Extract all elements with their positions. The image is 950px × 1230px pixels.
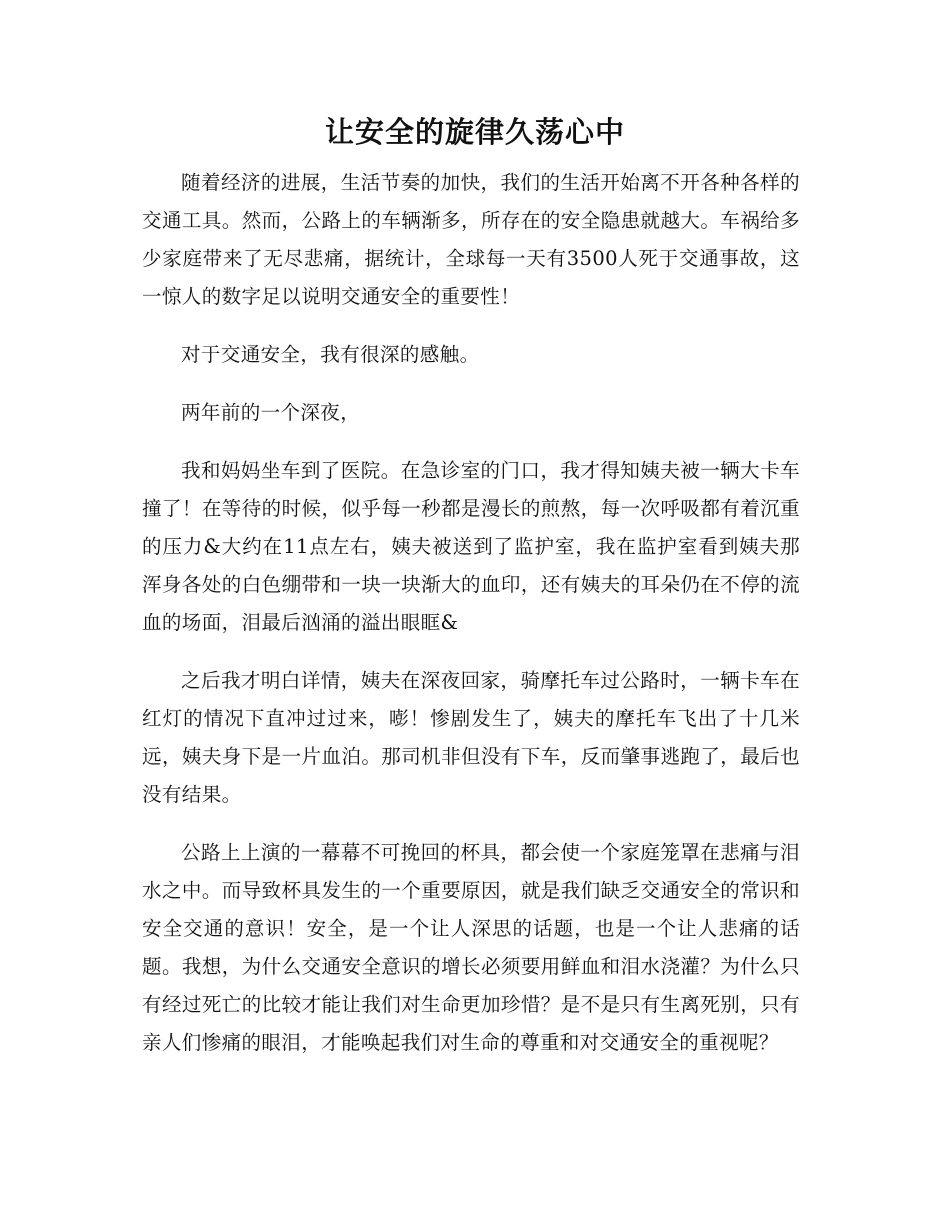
document-body xyxy=(142,164,800,1082)
paragraph-3: 两年前的一个深夜， xyxy=(181,401,361,424)
document-title: 让安全的旋律久荡心中 xyxy=(324,115,625,149)
paragraph-2: 对于交通安全，我有很深的感触。 xyxy=(181,343,480,366)
paragraph-4: 我和妈妈坐车到了医院。在急诊室的门口，我才得知姨夫被一辆大卡车撞了！在等待的时候，似乎每一秒都是漫长的煎熬，每一次呼吸都有着沉重的压力&大约在11点左右，姨夫被送到了监护室，我在监护室看到姨夫那浑身各处的白色绷带和一块一块渐大的血印，还有姨夫的耳朵仍在不停的流血的场面，泪最后汹涌的溢出眼眶& xyxy=(142,459,800,634)
paragraph-1: 随着经济的进展，生活节奏的加快，我们的生活开始离不开各种各样的交通工具。然而，公路上的车辆渐多，所存在的安全隐患就越大。车祸给多少家庭带来了无尽悲痛，据统计，全球每一天有3500人死于交通事故，这一惊人的数字足以说明交通安全的重要性！ xyxy=(142,171,800,308)
paragraph-6: 公路上上演的一幕幕不可挽回的杯具，都会使一个家庭笼罩在悲痛与泪水之中。而导致杯具发生的一个重要原因，就是我们缺乏交通安全的常识和安全交通的意识！安全，是一个让人深思的话题，也是一个让人悲痛的话题。我想，为什么交通安全意识的增长必须要用鲜血和泪水浇灌？为什么只有经过死亡的比较才能让我们对生命更加珍惜？是不是只有生离死别，只有亲人们惨痛的眼泪，才能唤起我们对生命的尊重和对交通安全的重视呢？ xyxy=(142,841,800,1054)
paragraph-5: 之后我才明白详情，姨夫在深夜回家，骑摩托车过公路时，一辆卡车在红灯的情况下直冲过过来，嘭！惨剧发生了，姨夫的摩托车飞出了十几米远，姨夫身下是一片血泊。那司机非但没有下车，反而肇事逃跑了，最后也没有结果。 xyxy=(142,669,800,806)
